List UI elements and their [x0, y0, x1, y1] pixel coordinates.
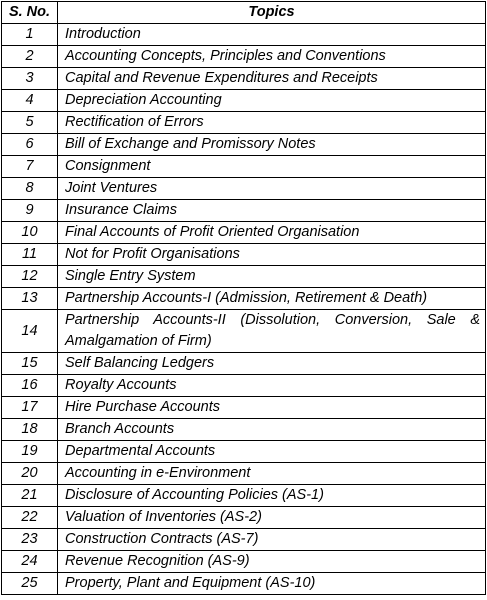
row-serial-number: 22 [2, 507, 58, 529]
row-serial-number: 21 [2, 485, 58, 507]
row-topic: Revenue Recognition (AS-9) [58, 551, 486, 573]
row-topic: Single Entry System [58, 266, 486, 288]
row-topic: Consignment [58, 156, 486, 178]
table-row [2, 463, 486, 485]
row-serial-number: 4 [2, 90, 58, 112]
row-serial-number: 25 [2, 573, 58, 595]
row-serial-number: 16 [2, 375, 58, 397]
row-serial-number: 5 [2, 112, 58, 134]
table-row [2, 68, 486, 90]
table-body [2, 24, 486, 595]
table-row [2, 266, 486, 288]
row-serial-number: 18 [2, 419, 58, 441]
row-topic: Departmental Accounts [58, 441, 486, 463]
header-sno: S. No. [2, 2, 58, 24]
row-serial-number: 11 [2, 244, 58, 266]
row-serial-number: 9 [2, 200, 58, 222]
table-row [2, 288, 486, 310]
row-topic: Disclosure of Accounting Policies (AS-1) [58, 485, 486, 507]
row-serial-number: 1 [2, 24, 58, 46]
row-topic: Insurance Claims [58, 200, 486, 222]
row-serial-number: 23 [2, 529, 58, 551]
table-row [2, 573, 486, 595]
table-row [2, 441, 486, 463]
table-row [2, 90, 486, 112]
row-serial-number: 6 [2, 134, 58, 156]
row-topic: Introduction [58, 24, 486, 46]
row-serial-number: 15 [2, 353, 58, 375]
row-serial-number: 20 [2, 463, 58, 485]
table-row [2, 222, 486, 244]
table-row [2, 353, 486, 375]
row-serial-number: 7 [2, 156, 58, 178]
row-topic: Hire Purchase Accounts [58, 397, 486, 419]
table-row [2, 134, 486, 156]
row-serial-number: 13 [2, 288, 58, 310]
row-topic: Self Balancing Ledgers [58, 353, 486, 375]
row-topic: Capital and Revenue Expenditures and Receipts [58, 68, 486, 90]
topics-table [1, 1, 486, 595]
table-row [2, 156, 486, 178]
row-topic: Accounting Concepts, Principles and Conventions [58, 46, 486, 68]
table-row [2, 551, 486, 573]
row-topic: Branch Accounts [58, 419, 486, 441]
table-row [2, 200, 486, 222]
row-topic: Not for Profit Organisations [58, 244, 486, 266]
row-topic: Final Accounts of Profit Oriented Organisation [58, 222, 486, 244]
row-serial-number: 14 [2, 310, 58, 353]
row-topic: Depreciation Accounting [58, 90, 486, 112]
table-row [2, 178, 486, 200]
row-topic: Rectification of Errors [58, 112, 486, 134]
table-row [2, 419, 486, 441]
row-serial-number: 24 [2, 551, 58, 573]
row-topic: Construction Contracts (AS-7) [58, 529, 486, 551]
row-topic: Partnership Accounts-I (Admission, Retirement & Death) [58, 288, 486, 310]
row-serial-number: 19 [2, 441, 58, 463]
table-row [2, 529, 486, 551]
row-serial-number: 12 [2, 266, 58, 288]
table-header-row [2, 2, 486, 24]
row-topic: Joint Ventures [58, 178, 486, 200]
row-topic: Bill of Exchange and Promissory Notes [58, 134, 486, 156]
row-topic: Property, Plant and Equipment (AS-10) [58, 573, 486, 595]
table-row [2, 244, 486, 266]
row-topic: Royalty Accounts [58, 375, 486, 397]
row-serial-number: 17 [2, 397, 58, 419]
row-topic: Partnership Accounts-II (Dissolution, Conversion, Sale & Amalgamation of Firm) [58, 310, 486, 353]
table-row [2, 485, 486, 507]
table-row [2, 375, 486, 397]
table-row [2, 397, 486, 419]
row-topic: Valuation of Inventories (AS-2) [58, 507, 486, 529]
row-serial-number: 10 [2, 222, 58, 244]
row-topic: Accounting in e-Environment [58, 463, 486, 485]
row-serial-number: 2 [2, 46, 58, 68]
header-topics: Topics [58, 2, 486, 24]
row-serial-number: 8 [2, 178, 58, 200]
table-row [2, 310, 486, 353]
table-row [2, 507, 486, 529]
table-row [2, 24, 486, 46]
table-row [2, 46, 486, 68]
row-serial-number: 3 [2, 68, 58, 90]
table-row [2, 112, 486, 134]
